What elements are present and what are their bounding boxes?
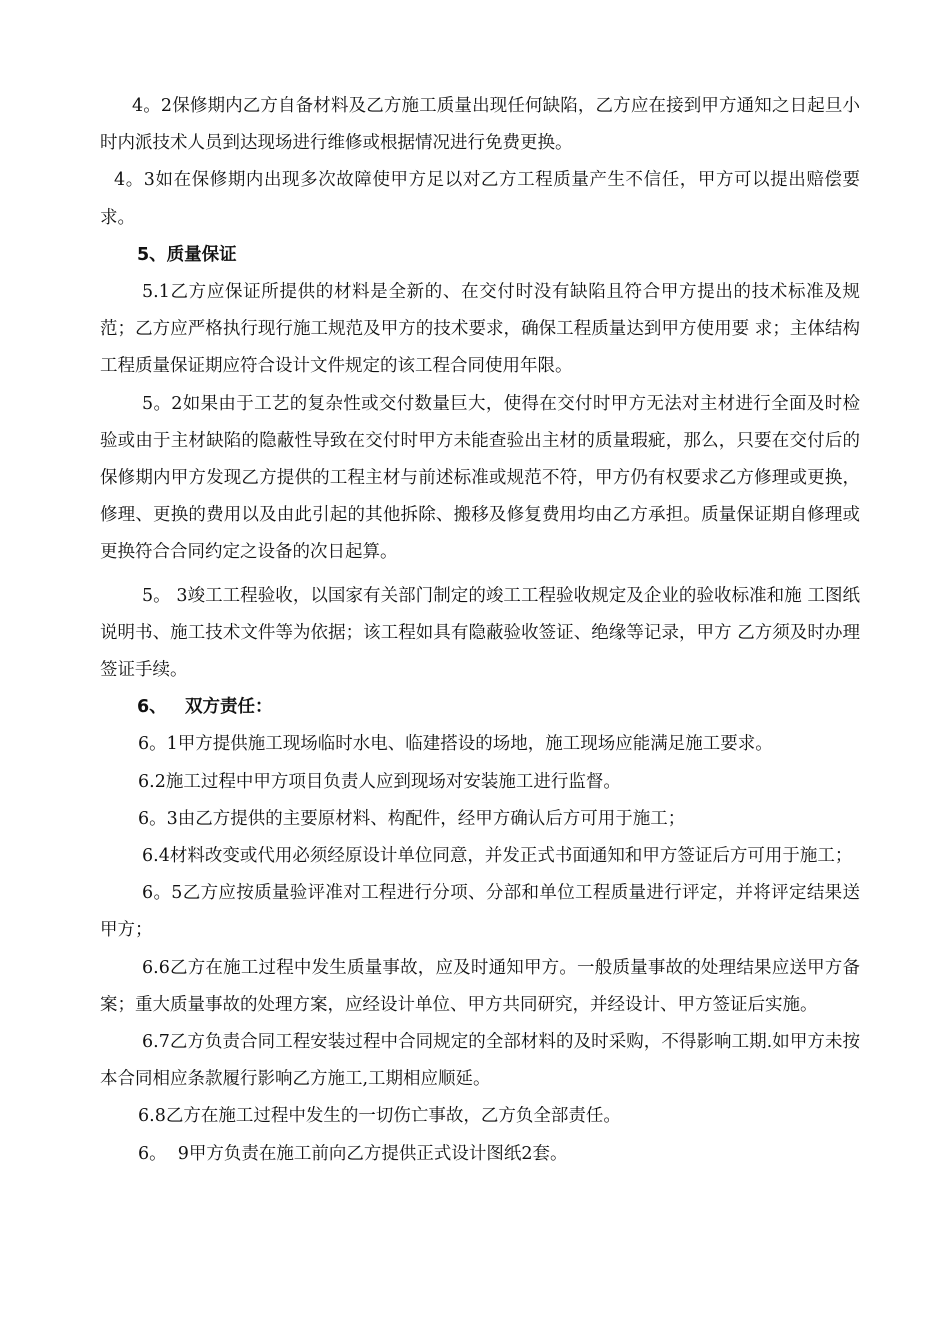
clause-5-3: 5。 3竣工工程验收，以国家有关部门制定的竣工工程验收规定及企业的验收标准和施 工图纸说明书、施工技术文件等为依据；该工程如具有隐蔽验收签证、绝缘等记录，甲方 乙方须及时办理签证手续。: [100, 585, 860, 681]
contract-text: [100, 88, 860, 1173]
section-heading-responsibilities: 6、 双方责任：: [137, 697, 273, 718]
clause-6-9: 6。 9甲方负责在施工前向乙方提供正式设计图纸2套。: [138, 1143, 568, 1164]
clause-4-2: 4。2保修期内乙方自备材料及乙方施工质量出现任何缺陷，乙方应在接到甲方通知之日起旦小时内派技术人员到达现场进行维修或根据情况进行免费更换。: [100, 96, 860, 154]
clause-4-3: 4。3如在保修期内出现多次故障使甲方足以对乙方工程质量产生不信任，甲方可以提出赔偿要求。: [100, 170, 860, 228]
clause-6-2: 6.2施工过程中甲方项目负责人应到现场对安装施工进行监督。: [138, 771, 621, 792]
clause-6-5: 6。5乙方应按质量验评准对工程进行分项、分部和单位工程质量进行评定，并将评定结果送甲方；: [100, 883, 860, 941]
clause-5-1: 5.1乙方应保证所提供的材料是全新的、在交付时没有缺陷且符合甲方提出的技术标准及规范；乙方应严格执行现行施工规范及甲方的技术要求，确保工程质量达到甲方使用要 求；主体结构工程质量保证期应符合设计文件规定的该工程合同使用年限。: [100, 282, 860, 377]
clause-5-2: 5。2如果由于工艺的复杂性或交付数量巨大，使得在交付时甲方无法对主材进行全面及时检验或由于主材缺陷的隐蔽性导致在交付时甲方未能查验出主材的质量瑕疵，那么，只要在交付后的保修期内甲方发现乙方提供的工程主材与前述标准或规范不符，甲方仍有权要求乙方修理或更换，修理、更换的费用以及由此引起的其他拆除、搬移及修复费用均由乙方承担。质量保证期自修理或更换符合合同约定之设备的次日起算。: [100, 393, 860, 563]
clause-6-8: 6.8乙方在施工过程中发生的一切伤亡事故，乙方负全部责任。: [138, 1106, 621, 1127]
section-heading-quality-guarantee: 5、质量保证: [137, 244, 237, 265]
clause-6-7: 6.7乙方负责合同工程安装过程中合同规定的全部材料的及时采购，不得影响工期.如甲方未按本合同相应条款履行影响乙方施工,工期相应顺延。: [100, 1032, 860, 1090]
clause-6-1: 6。1甲方提供施工现场临时水电、临建搭设的场地，施工现场应能满足施工要求。: [138, 734, 773, 755]
clause-6-4: 6.4材料改变或代用必须经原设计单位同意，并发正式书面通知和甲方签证后方可用于施工；: [142, 846, 853, 867]
clause-6-6: 6.6乙方在施工过程中发生质量事故，应及时通知甲方。一般质量事故的处理结果应送甲方备案；重大质量事故的处理方案，应经设计单位、甲方共同研究，并经设计、甲方签证后实施。: [100, 957, 860, 1015]
clause-6-3: 6。3由乙方提供的主要原材料、构配件，经甲方确认后方可用于施工；: [138, 808, 686, 829]
